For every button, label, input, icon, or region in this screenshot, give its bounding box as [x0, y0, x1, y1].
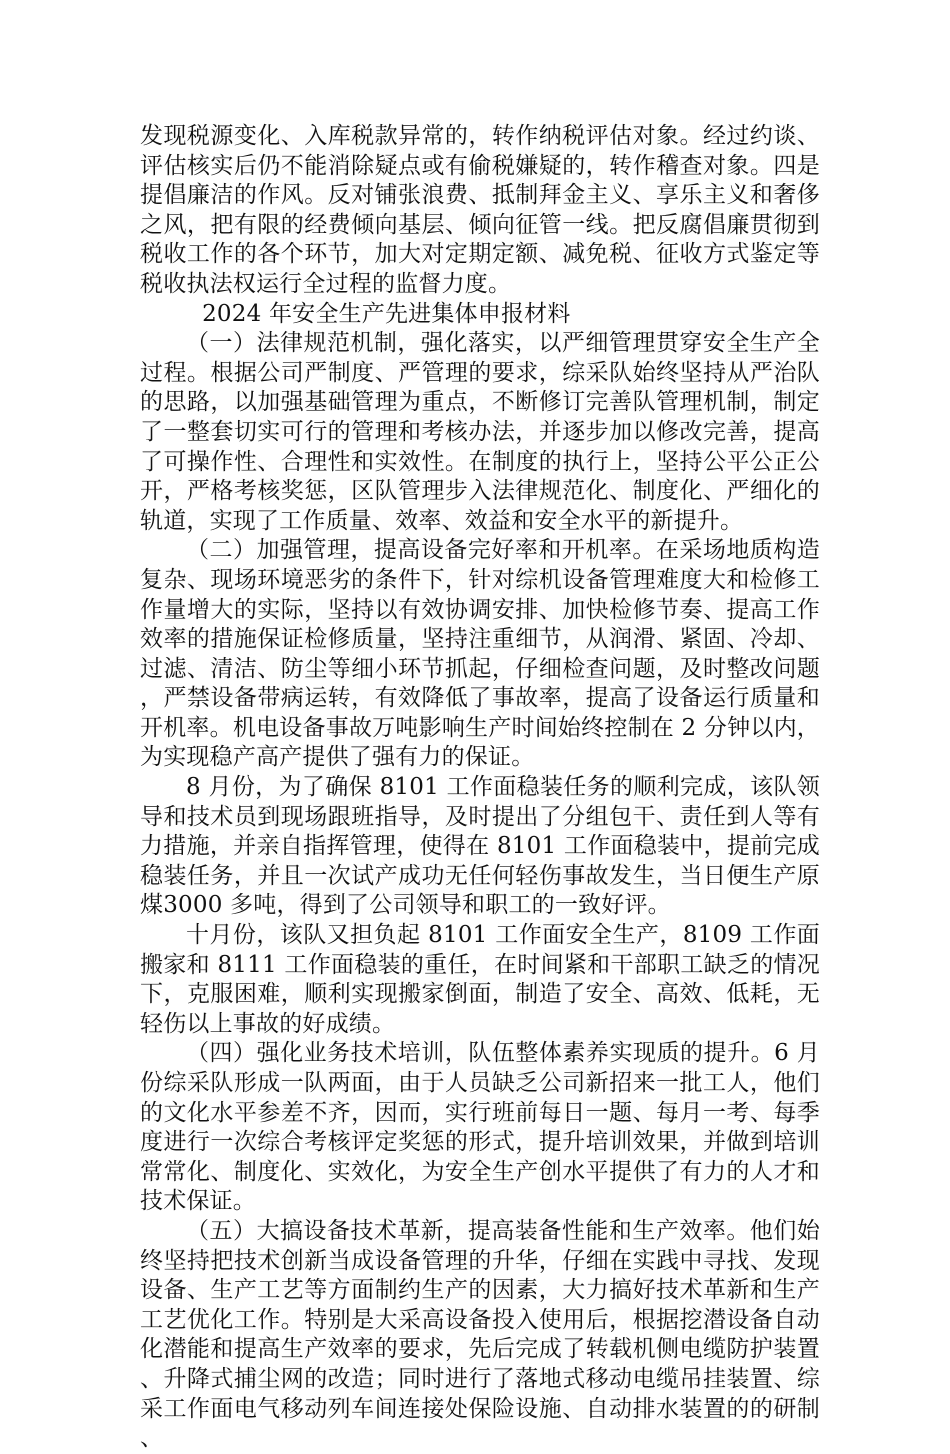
document-body: [140, 122, 820, 1454]
document-title: 2024 年安全生产先进集体申报材料: [202, 300, 571, 327]
paragraph-equipment-management: （二）加强管理，提高设备完好率和开机率。在采场地质构造复杂、现场环境恶劣的条件下，针对综机设备管理难度大和检修工作量增大的实际，坚持以有效协调安排、加快检修节奏、提高工作效率的措施保证检修质量，坚持注重细节，从润滑、紧固、冷却、过滤、清洁、防尘等细小环节抓起，仔细检查问题，及时整改问题，严禁设备带病运转，有效降低了事故率，提高了设备运行质量和开机率。机电设备事故万吨影响生产时间始终控制在 2 分钟以内，为实现稳产高产提供了强有力的保证。: [140, 537, 820, 771]
paragraph-legal-mechanism: （一）法律规范机制，强化落实，以严细管理贯穿安全生产全过程。根据公司严制度、严管理的要求，综采队始终坚持从严治队的思路，以加强基础管理为重点，不断修订完善队管理机制，制定了一整套切实可行的管理和考核办法，并逐步加以修改完善，提高了可操作性、合理性和实效性。在制度的执行上，坚持公平公正公开，严格考核奖惩，区队管理步入法律规范化、制度化、严细化的轨道，实现了工作质量、效率、效益和安全水平的新提升。: [140, 330, 820, 534]
paragraph-innovation: （五）大搞设备技术革新，提高装备性能和生产效率。他们始终坚持把技术创新当成设备管理的升华，仔细在实践中寻找、发现设备、生产工艺等方面制约生产的因素，大力搞好技术革新和生产工艺优化工作。特别是大采高设备投入使用后，根据挖潜设备自动化潜能和提高生产效率的要求，先后完成了转载机侧电缆防护装置、升降式捕尘网的改造；同时进行了落地式移动电缆吊挂装置、综采工作面电气移动列车间连接处保险设施、自动排水装置的的研制、: [140, 1217, 820, 1452]
paragraph-october-production: 十月份，该队又担负起 8101 工作面安全生产，8109 工作面搬家和 8111 工作面稳装的重任，在时间紧和干部职工缺乏的情况下，克服困难，顺利实现搬家倒面，制造了安全、高效、低耗，无轻伤以上事故的好成绩。: [140, 922, 820, 1037]
paragraph-august-installation: 8 月份，为了确保 8101 工作面稳装任务的顺利完成，该队领导和技术员到现场跟班指导，及时提出了分组包干、责任到人等有力措施，并亲自指挥管理，使得在 8101 工作面稳装中，提前完成稳装任务，并且一次试产成功无任何轻伤事故发生，当日便生产原煤3000 多吨，得到了公司领导和职工的一致好评。: [140, 774, 820, 919]
paragraph-tax-continuation: 发现税源变化、入库税款异常的，转作纳税评估对象。经过约谈、评估核实后仍不能消除疑点或有偷税嫌疑的，转作稽查对象。四是提倡廉洁的作风。反对铺张浪费、抵制拜金主义、享乐主义和奢侈之风，把有限的经费倾向基层、倾向征管一线。把反腐倡廉贯彻到税收工作的各个环节，加大对定期定额、减免税、征收方式鉴定等税收执法权运行全过程的监督力度。: [140, 123, 820, 297]
paragraph-training: （四）强化业务技术培训，队伍整体素养实现质的提升。6 月份综采队形成一队两面，由于人员缺乏公司新招来一批工人，他们的文化水平参差不齐，因而，实行班前每日一题、每月一考、每季度进行一次综合考核评定奖惩的形式，提升培训效果，并做到培训常常化、制度化、实效化，为安全生产创水平提供了有力的人才和技术保证。: [140, 1040, 820, 1215]
